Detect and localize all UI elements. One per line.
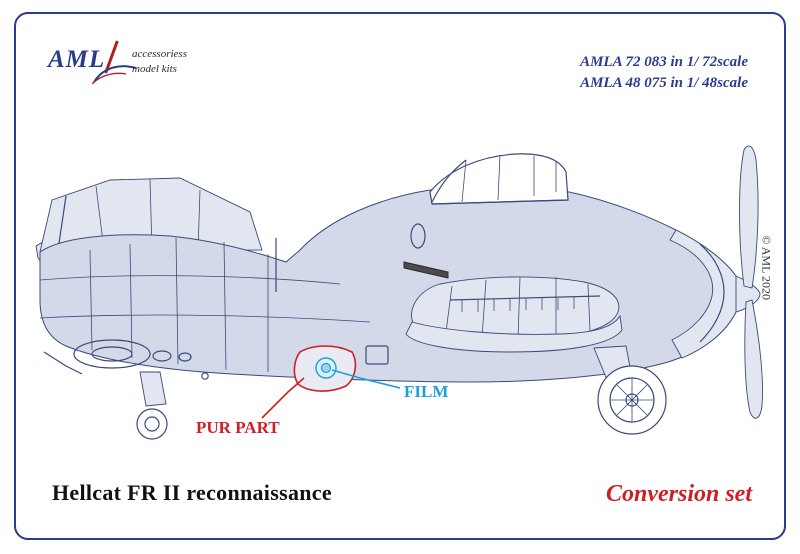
catalog-line-72: AMLA 72 083 in 1/ 72scale (580, 54, 748, 70)
logo-brand-text: AML (48, 46, 106, 73)
catalog-line-48: AMLA 48 075 in 1/ 48scale (580, 75, 748, 91)
catalog-numbers (580, 52, 748, 94)
logo-tagline-line2: model kits (132, 63, 177, 75)
aml-logo (48, 42, 248, 92)
callout-label-pur-part: PUR PART (196, 418, 280, 437)
callout-label-film: FILM (404, 382, 449, 401)
set-type-label: Conversion set (605, 481, 752, 507)
logo-tagline-line1: accessoriess (132, 48, 187, 60)
page-title: Hellcat FR II reconnaissance (52, 480, 332, 505)
copyright-notice: © AML 2020 (760, 235, 774, 300)
